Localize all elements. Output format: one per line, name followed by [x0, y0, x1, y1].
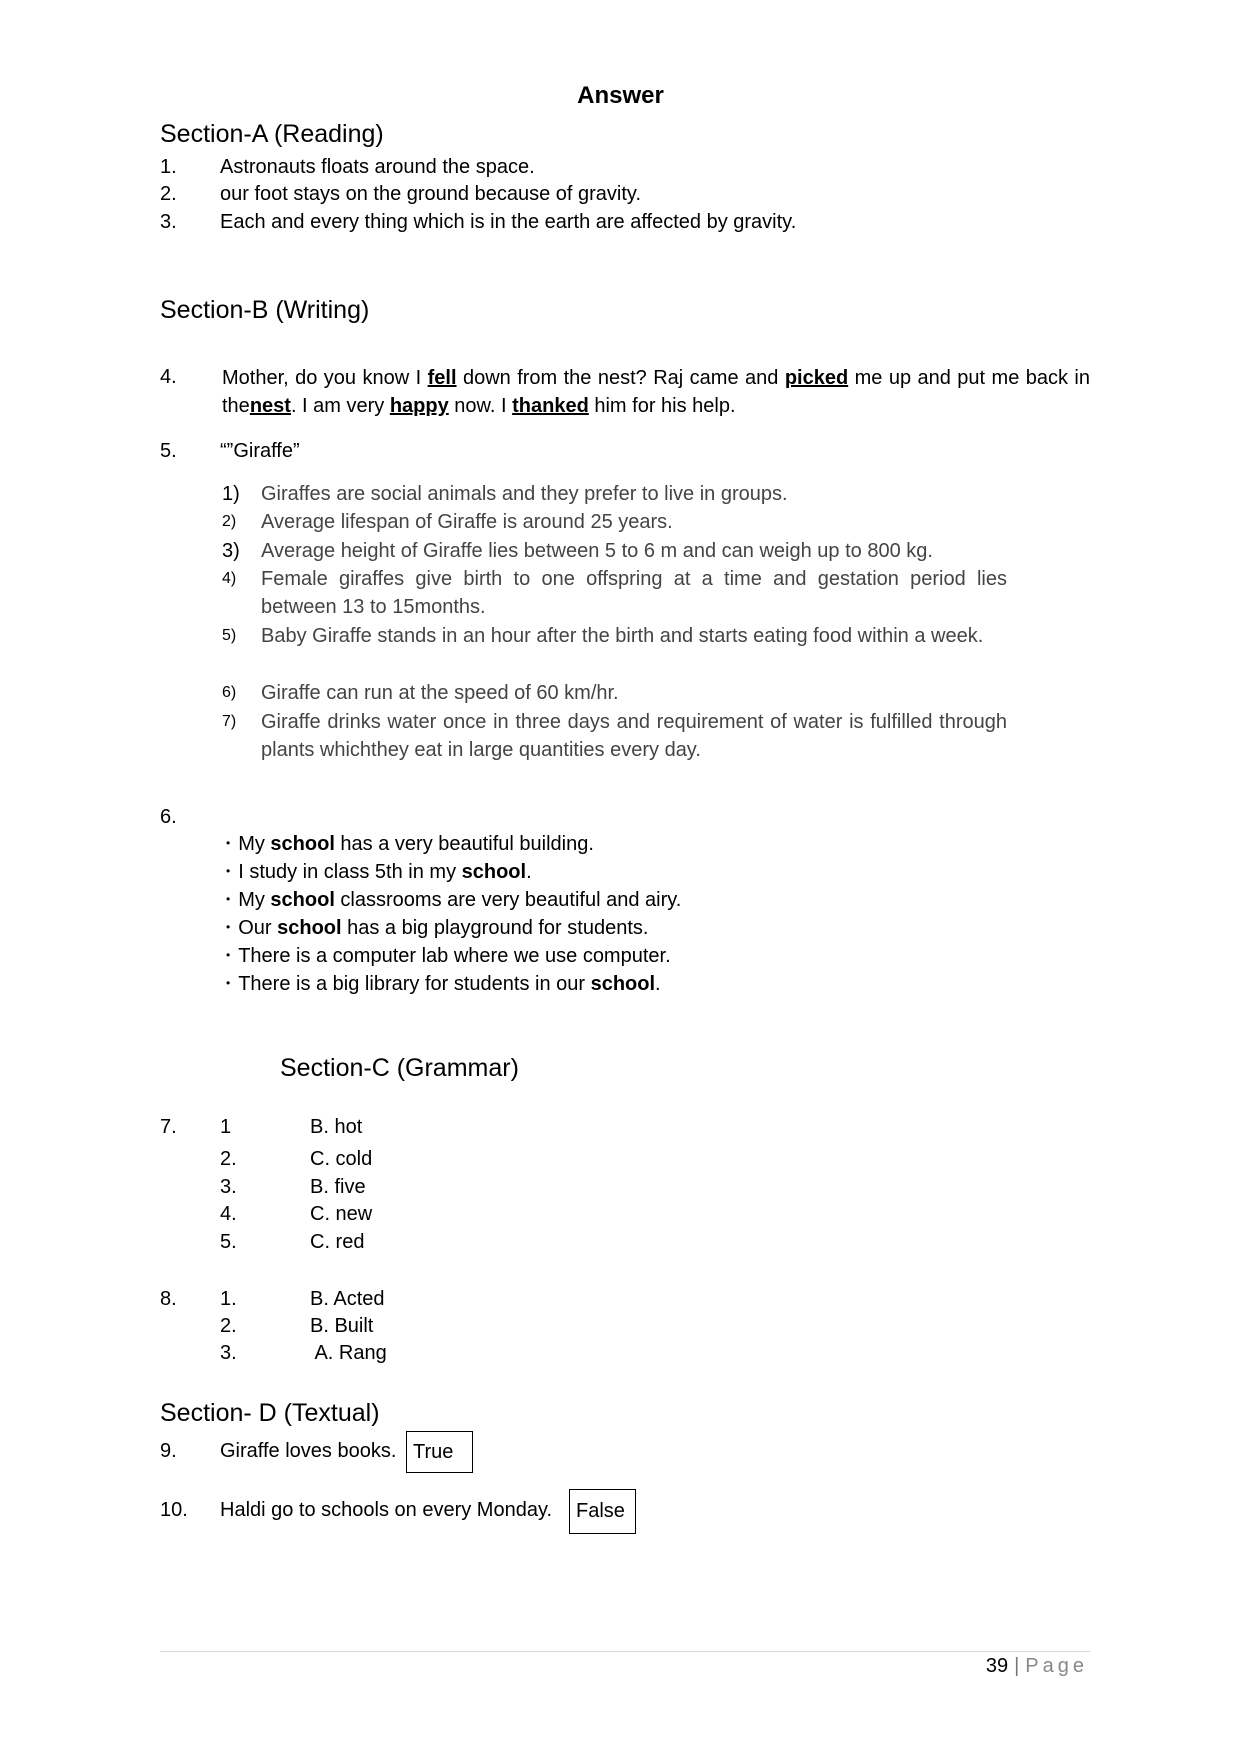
story-paragraph: Mother, do you know I fell down from the nest? Raj came and picked me up and put me back in thenest. I am very happy now. I thanked him for his help. — [222, 367, 1090, 417]
bullet-item: • My school classrooms are very beautiful and airy. — [226, 889, 682, 911]
grammar-answer: C. new — [310, 1203, 373, 1225]
list-item: 1) Giraffes are social animals and they prefer to live in groups. — [222, 483, 788, 505]
footer-divider — [160, 1651, 1090, 1652]
sub-number: 5. — [220, 1231, 237, 1253]
true-false-box: False — [569, 1489, 636, 1534]
bullet-item: • Our school has a big playground for students. — [226, 917, 649, 939]
statement-text: Giraffe loves books. — [220, 1440, 397, 1462]
grammar-answer: C. red — [310, 1231, 365, 1253]
answer-word: thanked — [512, 395, 589, 417]
section-c-heading: Section-C (Grammar) — [280, 1054, 519, 1082]
bullet-item: • There is a computer lab where we use computer. — [226, 945, 671, 967]
question-number: 6. — [160, 806, 177, 828]
footer-separator: | — [1014, 1655, 1020, 1677]
list-item: 2) Average lifespan of Giraffe is around 25 years. — [222, 511, 673, 533]
question-number: 10. — [160, 1499, 188, 1521]
section-a-heading: Section-A (Reading) — [160, 120, 384, 148]
sub-number: 1. — [220, 1288, 237, 1310]
question-number: 9. — [160, 1440, 177, 1462]
page-title: Answer — [577, 82, 664, 109]
list-item: 5) Baby Giraffe stands in an hour after the birth and starts eating food within a week. — [222, 625, 984, 647]
list-item: 3) Average height of Giraffe lies between 5 to 6 m and can weigh up to 800 kg. — [222, 540, 933, 562]
question-number: 3. — [160, 211, 177, 233]
page-number: 39 — [985, 1655, 1009, 1677]
statement-text: Haldi go to schools on every Monday. — [220, 1499, 553, 1521]
bullet-item: • I study in class 5th in my school. — [226, 861, 532, 883]
true-false-box: True — [406, 1431, 473, 1473]
bullet-item: • My school has a very beautiful building. — [226, 833, 594, 855]
question-number: 1. — [160, 156, 177, 178]
list-item: 4) Female giraffes give birth to one offspring at a time and gestation period lies between 13 to 15months. — [222, 568, 1007, 618]
sub-number: 4. — [220, 1203, 237, 1225]
grammar-answer: B. Acted — [310, 1288, 385, 1310]
sub-number: 2. — [220, 1315, 237, 1337]
answer-text: Each and every thing which is in the earth are affected by gravity. — [220, 211, 797, 233]
sub-number: 2. — [220, 1148, 237, 1170]
sub-number: 3. — [220, 1176, 237, 1198]
answer-word: nest — [249, 395, 291, 417]
answer-text: our foot stays on the ground because of gravity. — [220, 183, 641, 205]
question-number: 7. — [160, 1116, 177, 1138]
question-number: 2. — [160, 183, 177, 205]
bullet-item: • There is a big library for students in our school. — [226, 973, 661, 995]
page-footer — [986, 1655, 1088, 1678]
sub-number: 3. — [220, 1342, 237, 1364]
question-number: 4. — [160, 366, 177, 388]
grammar-answer: B. Built — [310, 1315, 374, 1337]
section-b-heading: Section-B (Writing) — [160, 296, 370, 324]
grammar-answer: A. Rang — [310, 1342, 387, 1364]
grammar-answer: B. five — [310, 1176, 366, 1198]
page-label: Page — [1025, 1655, 1088, 1677]
answer-text: Astronauts floats around the space. — [220, 156, 535, 178]
question-number: 5. — [160, 440, 177, 462]
list-item: 7) Giraffe drinks water once in three days and requirement of water is fulfilled through plants whichthey eat in large quantities every day. — [222, 711, 1007, 761]
grammar-answer: C. cold — [310, 1148, 373, 1170]
essay-title: “”Giraffe” — [220, 440, 300, 462]
sub-number: 1 — [220, 1116, 232, 1138]
answer-word: happy — [389, 395, 449, 417]
section-d-heading: Section- D (Textual) — [160, 1399, 380, 1427]
list-item: 6) Giraffe can run at the speed of 60 km/hr. — [222, 682, 619, 704]
grammar-answer: B. hot — [310, 1116, 363, 1138]
answer-word: picked — [784, 367, 849, 389]
question-number: 8. — [160, 1288, 177, 1310]
answer-word: fell — [427, 367, 457, 389]
